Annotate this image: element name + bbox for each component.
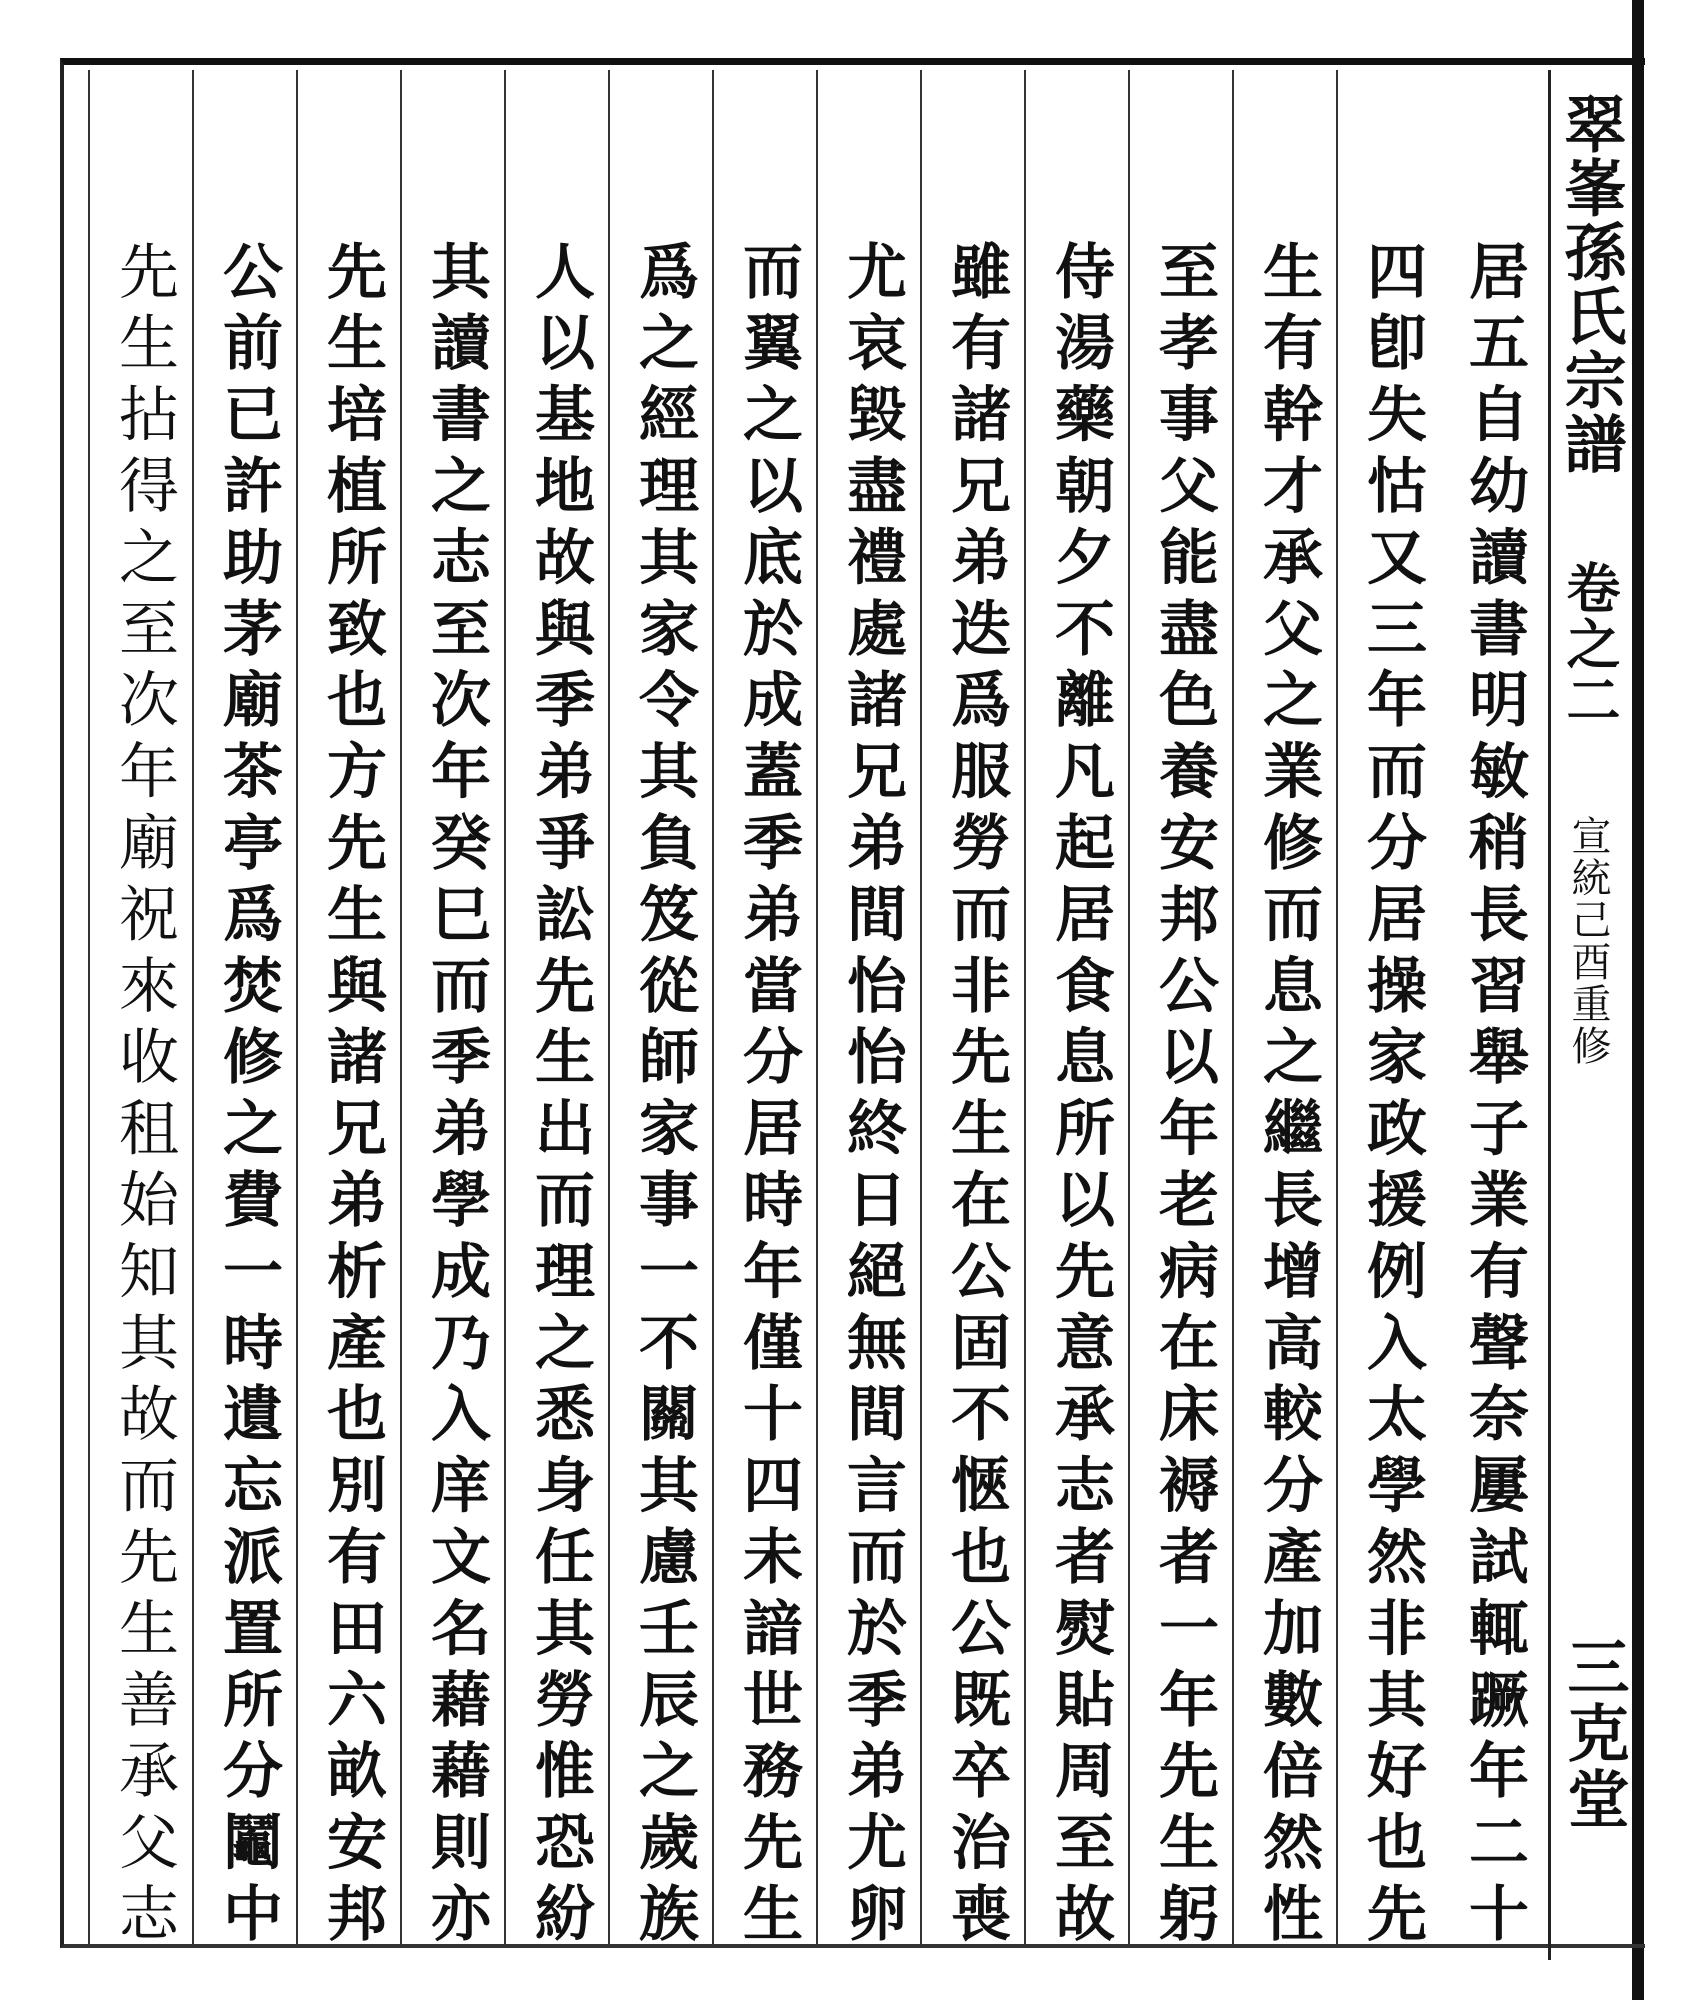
text-column-1	[1440, 70, 1548, 1954]
text-column-3	[1232, 70, 1340, 1954]
column-text: 而翼之以底於成蓋季弟當分居時年僅十四未諳世務先生	[733, 240, 803, 1954]
hall-name: 三克堂	[1557, 1635, 1630, 1833]
column-text: 生有幹才承父之業修而息之繼長增高較分產加數倍然性	[1253, 240, 1323, 1954]
edition-note: 宣統己酉重修	[1565, 815, 1611, 1067]
column-text: 先生培植所致也方先生與諸兄弟析產也別有田六畝安邦	[317, 240, 387, 1954]
text-column-5	[1024, 70, 1132, 1954]
text-column-2	[1336, 70, 1444, 1954]
column-text: 至孝事父能盡色養安邦公以年老病在床褥者一年先生躬	[1149, 240, 1219, 1954]
volume-marker: 卷之二	[1558, 560, 1622, 728]
text-column-7	[816, 70, 924, 1954]
text-column-13	[192, 70, 300, 1954]
text-column-6	[920, 70, 1028, 1954]
column-text: 居五自幼讀書明敏稍長習舉子業有聲奈屢試輒蹶年二十	[1459, 240, 1529, 1954]
column-text: 侍湯藥朝夕不離凡起居食息所以先意承志者熨貼周至故	[1045, 240, 1115, 1954]
column-text: 爲之經理其家令其負笈從師家事一不關其慮壬辰之歲族	[629, 240, 699, 1954]
text-column-14	[88, 70, 196, 1954]
column-text: 人以基地故與季弟爭訟先生出而理之悉身任其勞惟恐紛	[525, 240, 595, 1954]
text-column-4	[1128, 70, 1236, 1954]
column-text: 雖有諸兄弟迭爲服勞而非先生在公固不愜也公既卒治喪	[941, 240, 1011, 1954]
column-text: 先生拈得之至次年廟祝來收租始知其故而先生善承父志	[109, 240, 179, 1954]
text-body	[84, 70, 1548, 1954]
column-text: 公前已許助茅廟茶亭爲焚修之費一時遺忘派置所分鬮中	[213, 240, 283, 1954]
column-text: 尤哀毀盡禮處諸兄弟間怡怡終日絕無間言而於季弟尤卵	[837, 240, 907, 1954]
column-text: 四卽失怙又三年而分居操家政援例入太學然非其好也先	[1357, 240, 1427, 1954]
text-column-11	[400, 70, 508, 1954]
column-text: 其讀書之志至次年癸巳而季弟學成乃入庠文名藉藉則亦	[421, 240, 491, 1954]
text-column-8	[712, 70, 820, 1954]
book-title: 翠峯孫氏宗譜	[1554, 92, 1627, 476]
text-column-10	[504, 70, 612, 1954]
text-column-12	[296, 70, 404, 1954]
text-column-9	[608, 70, 716, 1954]
